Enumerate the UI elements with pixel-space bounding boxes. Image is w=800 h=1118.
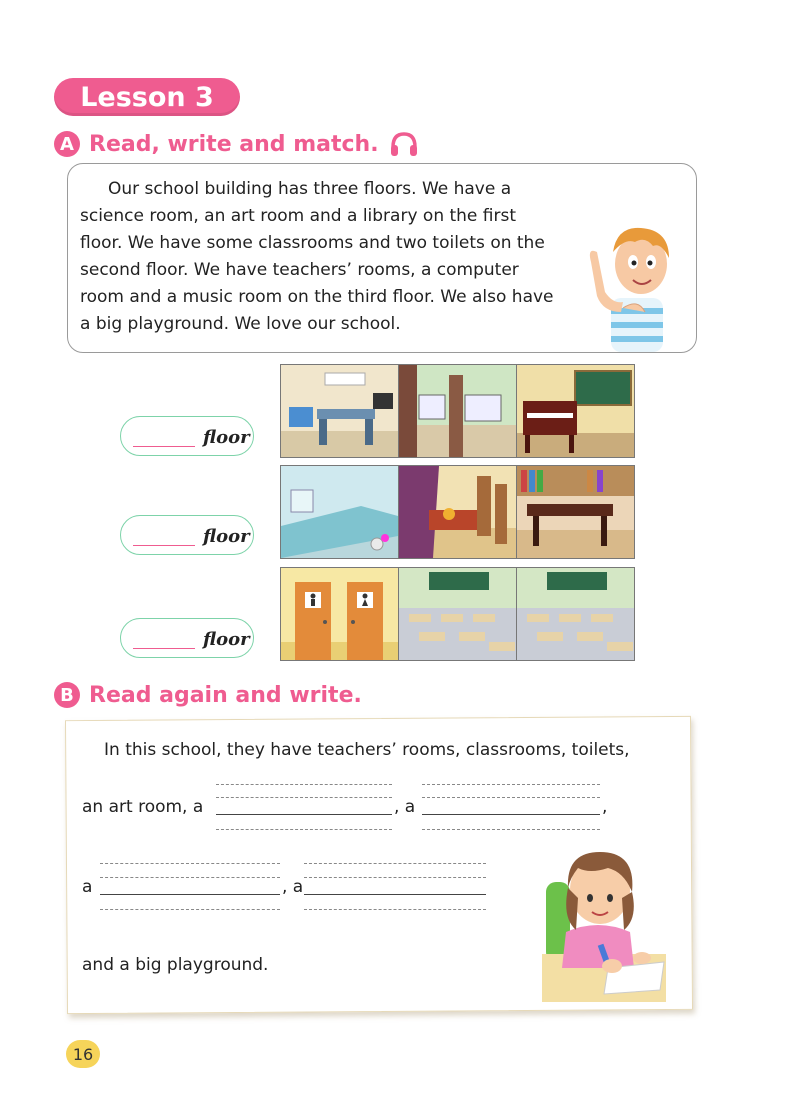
guide-line [100,877,280,878]
passage-line: Our school building has three floors. We have a [108,179,512,199]
section-a-badge: A [54,131,80,157]
science-room-image [281,466,399,558]
guide-line [100,863,280,864]
guide-line [304,909,486,910]
floor-blank-3[interactable] [133,632,195,649]
section-b-badge: B [54,682,80,708]
passage-line: floor. We have some classrooms and two toilets on the [80,233,545,253]
write-line-3-prefix: a [82,877,93,897]
write-line-4: and a big playground. [82,955,269,975]
answer-blank-2[interactable] [422,814,600,815]
floor-answer-2[interactable] [120,515,254,555]
answer-blank-1[interactable] [216,814,392,815]
boy-illustration [583,212,683,352]
classroom-image [399,568,517,660]
write-line-1: In this school, they have teachers’ rooms, classrooms, toilets, [104,740,630,760]
passage-line: a big playground. We love our school. [80,314,401,334]
teachers-room-image [281,365,399,457]
answer-blank-3[interactable] [100,894,280,895]
computer-room-image [399,365,517,457]
section-b-title: Read again and write. [89,682,362,708]
passage-line: science room, an art room and a library on the first [80,206,517,226]
section-b-header [54,682,362,708]
picture-row-2[interactable] [280,465,635,559]
floor-label: floor [203,526,250,547]
floor-answer-1[interactable] [120,416,254,456]
write-line-2-prefix: an art room, a [82,797,204,817]
section-a-title: Read, write and match. [89,131,379,157]
music-room-image [517,365,634,457]
floor-label: floor [203,427,250,448]
guide-line [216,797,392,798]
guide-line [422,797,600,798]
floor-answer-3[interactable] [120,618,254,658]
floor-blank-1[interactable] [133,430,195,447]
write-line-3-comma-a: , a [282,877,304,897]
guide-line [304,877,486,878]
guide-line [100,909,280,910]
picture-row-1[interactable] [280,364,635,458]
classroom-image [517,568,634,660]
library-image [517,466,634,558]
toilets-image [281,568,399,660]
picture-row-3[interactable] [280,567,635,661]
passage-line: room and a music room on the third floor. We also have [80,287,554,307]
lesson-title: Lesson 3 [54,78,240,116]
passage-line: second floor. We have teachers’ rooms, a computer [80,260,519,280]
write-line-2-comma-a: , a [394,797,416,817]
guide-line [216,829,392,830]
page-number: 16 [66,1040,100,1068]
section-a-header [54,131,419,157]
guide-line [422,829,600,830]
floor-label: floor [203,629,250,650]
girl-writing-illustration [538,838,670,1002]
guide-line [304,863,486,864]
guide-line [422,784,600,785]
art-room-image [399,466,517,558]
guide-line [216,784,392,785]
write-line-2-comma: , [602,797,608,817]
reading-passage [80,176,580,338]
floor-blank-2[interactable] [133,529,195,546]
answer-blank-4[interactable] [304,894,486,895]
headphones-icon[interactable] [389,131,419,157]
